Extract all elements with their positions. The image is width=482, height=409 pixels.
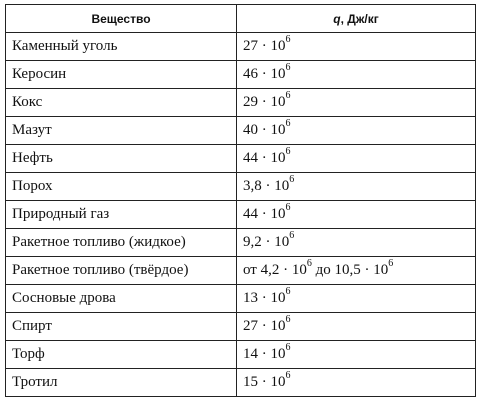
value-exponent: 6 xyxy=(285,286,291,297)
value-exponent: 6 xyxy=(285,90,291,101)
specific-heat-cell xyxy=(237,369,476,397)
substance-cell: Природный газ xyxy=(6,201,237,229)
value-base: 27 · 10 xyxy=(243,318,286,334)
substance-cell: Ракетное топливо (жидкое) xyxy=(6,229,237,257)
specific-heat-cell xyxy=(237,173,476,201)
header-q-unit: , Дж/кг xyxy=(340,11,379,26)
substance-cell: Порох xyxy=(6,173,237,201)
value-range-end: до 10,5 · 10 xyxy=(311,262,389,278)
value-base: 13 · 10 xyxy=(243,290,286,306)
fuel-heat-table xyxy=(5,4,476,397)
table-row xyxy=(6,201,476,229)
value-base: 15 · 10 xyxy=(243,374,286,390)
value-exponent: 6 xyxy=(285,370,291,381)
value-range-end-exponent: 6 xyxy=(388,258,394,269)
specific-heat-cell xyxy=(237,341,476,369)
header-substance: Вещество xyxy=(6,5,237,33)
value-exponent: 6 xyxy=(285,146,291,157)
value-exponent: 6 xyxy=(306,258,312,269)
specific-heat-cell xyxy=(237,145,476,173)
specific-heat-cell xyxy=(237,229,476,257)
table-row xyxy=(6,285,476,313)
value-exponent: 6 xyxy=(285,62,291,73)
table-row xyxy=(6,369,476,397)
specific-heat-cell xyxy=(237,61,476,89)
value-base: 40 · 10 xyxy=(243,122,286,138)
value-base: 29 · 10 xyxy=(243,94,286,110)
value-base: от 4,2 · 10 xyxy=(243,262,307,278)
table-row xyxy=(6,173,476,201)
specific-heat-cell xyxy=(237,313,476,341)
table-row xyxy=(6,341,476,369)
value-base: 44 · 10 xyxy=(243,150,286,166)
table-row xyxy=(6,229,476,257)
value-base: 14 · 10 xyxy=(243,346,286,362)
substance-cell: Сосновые дрова xyxy=(6,285,237,313)
table-row xyxy=(6,89,476,117)
table-row xyxy=(6,313,476,341)
substance-cell: Каменный уголь xyxy=(6,33,237,61)
value-exponent: 6 xyxy=(285,202,291,213)
substance-cell: Мазут xyxy=(6,117,237,145)
table-row xyxy=(6,61,476,89)
specific-heat-cell xyxy=(237,285,476,313)
value-base: 9,2 · 10 xyxy=(243,234,290,250)
value-exponent: 6 xyxy=(285,314,291,325)
value-exponent: 6 xyxy=(285,34,291,45)
specific-heat-cell xyxy=(237,117,476,145)
header-row xyxy=(6,5,476,33)
specific-heat-cell xyxy=(237,257,476,285)
specific-heat-cell xyxy=(237,201,476,229)
value-base: 27 · 10 xyxy=(243,38,286,54)
fuel-heat-table-container xyxy=(5,4,475,397)
substance-cell: Тротил xyxy=(6,369,237,397)
table-body xyxy=(6,33,476,397)
table-header xyxy=(6,5,476,33)
substance-cell: Керосин xyxy=(6,61,237,89)
value-exponent: 6 xyxy=(285,118,291,129)
value-base: 3,8 · 10 xyxy=(243,178,290,194)
substance-cell: Кокс xyxy=(6,89,237,117)
table-row xyxy=(6,33,476,61)
value-exponent: 6 xyxy=(285,342,291,353)
table-row xyxy=(6,257,476,285)
substance-cell: Спирт xyxy=(6,313,237,341)
value-base: 46 · 10 xyxy=(243,66,286,82)
value-exponent: 6 xyxy=(289,230,295,241)
substance-cell: Нефть xyxy=(6,145,237,173)
specific-heat-cell xyxy=(237,89,476,117)
value-base: 44 · 10 xyxy=(243,206,286,222)
value-exponent: 6 xyxy=(289,174,295,185)
substance-cell: Торф xyxy=(6,341,237,369)
table-row xyxy=(6,117,476,145)
specific-heat-cell xyxy=(237,33,476,61)
header-specific-heat xyxy=(237,5,476,33)
header-q-symbol: q xyxy=(333,11,341,26)
table-row xyxy=(6,145,476,173)
substance-cell: Ракетное топливо (твёрдое) xyxy=(6,257,237,285)
